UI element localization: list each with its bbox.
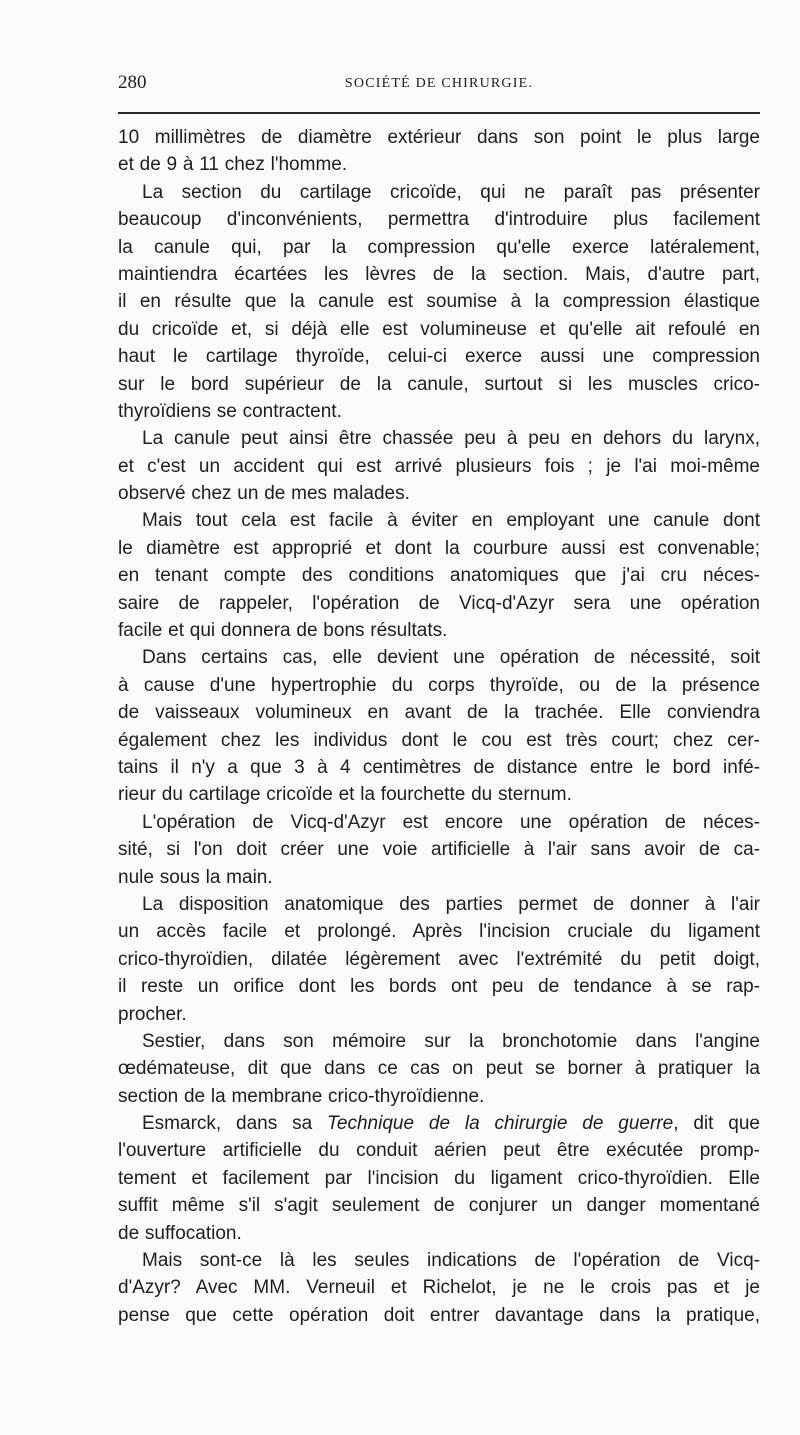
text-line: il en résulte que la canule est soumise à la compression élastique	[118, 291, 760, 313]
text-line: et c'est un accident qui est arrivé plusieurs fois ; je l'ai moi-même	[118, 455, 760, 477]
running-title: SOCIÉTÉ DE CHIRURGIE.	[344, 76, 534, 91]
text-line: à cause d'une hypertrophie du corps thyroïde, ou de la présence	[118, 674, 760, 696]
text-line: du cricoïde et, si déjà elle est volumineuse et qu'elle ait refoulé en	[118, 318, 760, 340]
text-line: thyroïdiens se contractent.	[118, 400, 342, 422]
text-line: facile et qui donnera de bons résultats.	[118, 620, 448, 642]
text-line: pense que cette opération doit entrer davantage dans la pratique,	[118, 1304, 760, 1326]
text-line: en tenant compte des conditions anatomiques que j'ai cru néces-	[118, 565, 760, 587]
text-line: maintiendra écartées les lèvres de la section. Mais, d'autre part,	[118, 263, 760, 285]
text-line: il reste un orifice dont les bords ont peu de tendance à se rap-	[118, 976, 760, 998]
text-line: crico-thyroïdien, dilatée légèrement avec l'extrémité du petit doigt,	[118, 948, 760, 970]
text-line: sité, si l'on doit créer une voie artificielle à l'air sans avoir de ca-	[118, 839, 760, 861]
text-line: 10 millimètres de diamètre extérieur dans son point le plus large	[118, 127, 760, 148]
text-line: la canule qui, par la compression qu'elle exerce latéralement,	[118, 236, 760, 258]
text-line	[118, 1110, 760, 1137]
text-line: haut le cartilage thyroïde, celui-ci exerce aussi une compression	[118, 346, 760, 368]
text-line: et de 9 à 11 chez l'homme.	[118, 154, 348, 176]
text-segment: Esmarck, dans sa	[142, 1113, 328, 1135]
page-header	[118, 72, 760, 98]
text-line: nule sous la main.	[118, 866, 273, 888]
text-line: œdémateuse, dit que dans ce cas on peut se borner à pratiquer la	[118, 1058, 760, 1080]
text-line: rieur du cartilage cricoïde et la fourchette du sternum.	[118, 784, 572, 806]
text-line: L'opération de Vicq-d'Azyr est encore une opération de néces-	[142, 811, 760, 833]
book-title-italic: Technique de la chirurgie de guerre	[327, 1113, 674, 1135]
text-line: également chez les individus dont le cou est très court; chez cer-	[118, 729, 760, 751]
text-line: Sestier, dans son mémoire sur la bronchotomie dans l'angine	[142, 1030, 760, 1052]
text-line: de vaisseaux volumineux en avant de la trachée. Elle conviendra	[118, 702, 760, 724]
text-line: beaucoup d'inconvénients, permettra d'introduire plus facilement	[118, 209, 760, 231]
text-line: procher.	[118, 1003, 187, 1025]
body-text	[118, 124, 760, 1329]
text-line: Mais tout cela est facile à éviter en employant une canule dont	[142, 510, 760, 532]
text-line: suffit même s'il s'agit seulement de conjurer un danger momentané	[118, 1195, 760, 1217]
text-line: le diamètre est approprié et dont la courbure aussi est convenable;	[118, 537, 760, 559]
text-line: observé chez un de mes malades.	[118, 483, 410, 505]
text-line: sur le bord supérieur de la canule, surtout si les muscles crico-	[118, 373, 760, 395]
text-line: de suffocation.	[118, 1222, 242, 1244]
header-rule	[118, 112, 760, 114]
text-line: Mais sont-ce là les seules indications de l'opération de Vicq-	[142, 1250, 760, 1272]
text-line: d'Azyr? Avec MM. Verneuil et Richelot, je ne le crois pas et je	[118, 1277, 760, 1299]
page-number: 280	[118, 72, 147, 93]
text-line: section de la membrane crico-thyroïdienne.	[118, 1085, 485, 1107]
text-line: tement et facilement par l'incision du ligament crico-thyroïdien. Elle	[118, 1167, 760, 1189]
text-line: La section du cartilage cricoïde, qui ne paraît pas présenter	[142, 181, 760, 203]
text-line: Dans certains cas, elle devient une opération de nécessité, soit	[142, 647, 760, 669]
text-line: La disposition anatomique des parties permet de donner à l'air	[142, 893, 760, 915]
text-line: un accès facile et prolongé. Après l'incision cruciale du ligament	[118, 921, 760, 943]
text-line: La canule peut ainsi être chassée peu à peu en dehors du larynx,	[142, 428, 760, 450]
text-line: l'ouverture artificielle du conduit aérien peut être exécutée promp-	[118, 1140, 760, 1162]
text-segment: , dit que	[673, 1113, 760, 1135]
text-line: tains il n'y a que 3 à 4 centimètres de distance entre le bord infé-	[118, 756, 760, 778]
text-line: saire de rappeler, l'opération de Vicq-d'Azyr sera une opération	[118, 592, 760, 614]
